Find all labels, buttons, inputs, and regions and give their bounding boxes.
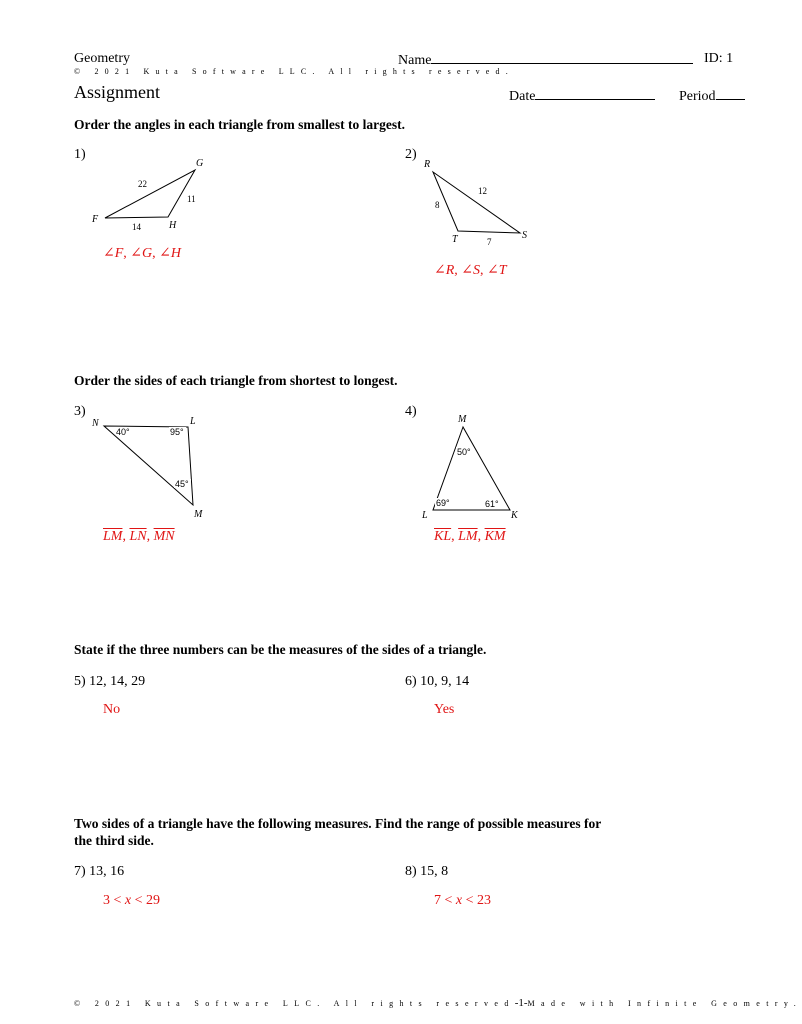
problem-5-question: 5) 12, 14, 29 [74,674,146,689]
subject-label: Geometry [74,51,130,66]
answer-1: ∠F, ∠G, ∠H [103,246,181,261]
triangle-lmn-diagram [88,410,218,525]
problem-number: 4) [405,404,417,419]
range-variable: x [455,893,463,908]
triangle-klm-diagram [418,410,528,525]
answer-item: $\overline{KM}$ [484,529,506,544]
triangle-lmn-shape [104,426,193,505]
answer-item: $\overline{MN}$ [153,529,175,544]
answer-8: 7 < x < 23 [434,893,492,908]
vertex-label-n: N [92,418,99,429]
angle-measure-m: 45° [175,479,189,489]
problem-number: 2) [405,147,417,162]
name-blank [431,51,693,64]
vertex-label-f: F [92,214,99,225]
angle-measure-l: 69° [436,498,450,508]
angle-measure-l: 95° [170,427,184,437]
date-field [509,87,655,105]
problem-number: 3) [74,404,86,419]
answer-item: ∠T [487,263,507,278]
section-instruction-triangle-inequality: State if the three numbers can be the measures of the sides of a triangle. [74,642,487,657]
answer-6: Yes [434,702,455,717]
answer-item: $\overline{LM}$ [103,529,123,544]
vertex-label-m: M [458,414,467,425]
problem-number: 1) [74,147,86,162]
page-footer [74,997,802,1009]
triangle-fgh-diagram [85,152,215,240]
page-number: -1- [514,997,528,1009]
period-label: Period [679,89,716,104]
triangle-fgh-shape [105,170,195,218]
side-length-ts: 7 [487,237,492,247]
answer-item: ∠S [461,263,481,278]
range-lower: 3 [103,893,110,908]
problem-8-question: 8) 15, 8 [405,864,449,879]
angle-measure-k: 61° [485,499,499,509]
range-upper: 29 [146,893,161,908]
id-label: ID: 1 [704,51,734,66]
side-length-gh: 11 [187,194,196,204]
angle-measure-m: 50° [457,447,471,457]
answer-5: No [103,702,121,717]
answer-item: ∠R [434,263,455,278]
period-field [679,87,745,105]
vertex-label-r: R [424,159,431,170]
vertex-label-l: L [190,416,196,427]
problem-7-question: 7) 13, 16 [74,864,125,879]
vertex-label-g: G [196,158,204,169]
name-label: Name [398,53,432,68]
answer-item: $\overline{KL}$ [434,529,452,544]
date-blank [535,87,655,100]
footer-made-with: Made with Infinite Geometry. [527,999,802,1008]
period-blank [716,87,745,100]
side-length-rt: 8 [435,200,440,210]
triangle-rst-shape [433,172,520,233]
footer-copyright: © 2021 Kuta Software LLC. All rights reserved [74,999,515,1008]
answer-item: ∠F [103,246,124,261]
vertex-label-l: L [422,510,428,521]
section-instruction-angles: Order the angles in each triangle from smallest to largest. [74,117,405,132]
section-instruction-sides: Order the sides of each triangle from shortest to longest. [74,373,398,388]
page-title: Assignment [74,82,161,102]
range-variable: x [124,893,132,908]
side-length-fh: 14 [132,222,141,232]
vertex-label-m: M [194,509,203,520]
answer-item: ∠G [130,246,153,261]
section-instruction-range-line-1: Two sides of a triangle have the following measures. Find the range of possible measures for [74,816,602,831]
copyright-line: © 2021 Kuta Software LLC. All rights reserved. [74,67,514,76]
side-length-rs: 12 [478,186,487,196]
answer-4: $\overline{KL}$, $\overline{LM}$, $\overline{KM}$ [434,529,506,544]
vertex-label-h: H [169,220,177,231]
range-lower: 7 [434,893,441,908]
answer-7: 3 < x < 29 [103,893,161,908]
angle-measure-n: 40° [116,427,130,437]
answer-item: $\overline{LM}$ [458,529,478,544]
side-length-fg: 22 [138,179,147,189]
vertex-label-s: S [522,230,527,241]
problem-6-question: 6) 10, 9, 14 [405,674,470,689]
answer-2: ∠R, ∠S, ∠T [434,263,507,278]
answer-item: ∠H [159,246,181,261]
range-upper: 23 [477,893,492,908]
date-label: Date [509,89,536,104]
answer-3: $\overline{LM}$, $\overline{LN}$, $\overline{MN}$ [103,529,175,544]
vertex-label-t: T [452,234,458,245]
answer-item: $\overline{LN}$ [129,529,147,544]
vertex-label-k: K [511,510,518,521]
section-instruction-range-line-2: the third side. [74,833,154,848]
triangle-rst-diagram [415,152,545,252]
